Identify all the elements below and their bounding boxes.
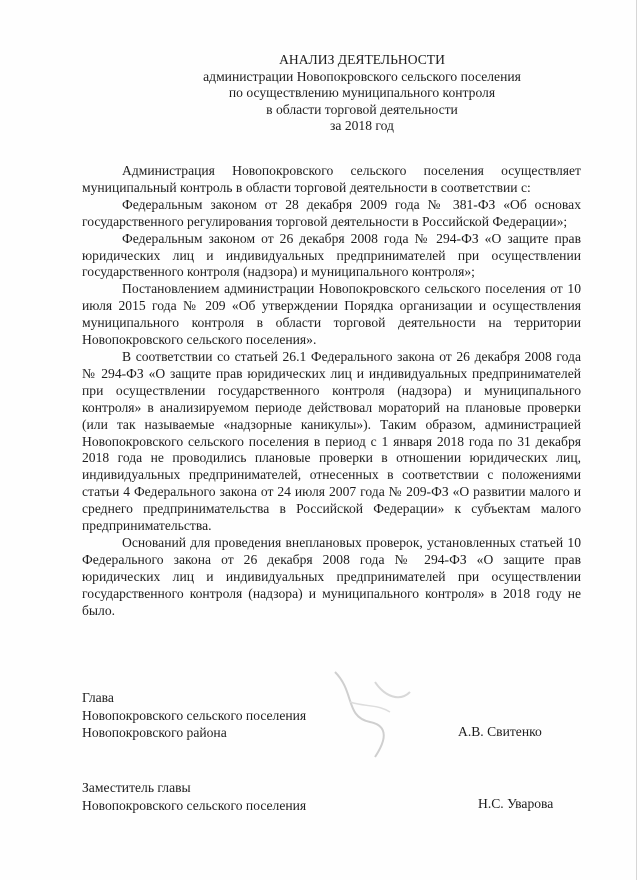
paragraph-intro: Администрация Новопокровского сельского поселения осуществляет муниципальный контроль в области торговой деятельности в соответствии с: <box>82 163 581 195</box>
paragraph-moratorium: В соответствии со статьей 26.1 Федерального закона от 26 декабря 2008 года № 294-ФЗ «О защите прав юридических лиц и индивидуальных предпринимателей при осуществлении государственного контроля (надзора) и муниципального контроля» в анализируемом периоде действовал мораторий на плановые проверки (или так называемые «надзорные каникулы»). Таким образом, администрацией Новопокровского сельского поселения в период с 1 января 2018 года по 31 декабря 2018 года не проводились плановые проверки в отношении юридических лиц, индивидуальных предпринимателей, отнесенных в соответствии с положениями статьи 4 Федерального закона от 24 июля 2007 года № 209-ФЗ «О развитии малого и среднего предпринимательства в Российской Федерации» к субъектам малого предпринимательства. <box>82 348 581 534</box>
signature-block-head <box>82 689 306 742</box>
paragraph-resolution-209: Постановлением администрации Новопокровского сельского поселения от 10 июля 2015 года № 209 «Об утверждении Порядка организации и осуществления муниципального контроля в области торговой деятельности на территории Новопокровского сельского поселения». <box>82 281 581 348</box>
head-district: Новопокровского района <box>82 725 227 740</box>
header-line-2: администрации Новопокровского сельского поселения <box>203 68 521 84</box>
header-line-4: в области торговой деятельности <box>266 101 458 117</box>
paragraph-law-381: Федеральным законом от 28 декабря 2009 года № 381-ФЗ «Об основах государственного регулирования торговой деятельности в Российской Федерации»; <box>82 196 581 229</box>
head-position: Глава <box>82 690 114 705</box>
header-line-3: по осуществлению муниципального контроля <box>228 85 496 100</box>
document-body <box>82 163 581 619</box>
document-title: АНАЛИЗ ДЕЯТЕЛЬНОСТИ <box>279 52 445 67</box>
document-header <box>82 52 640 135</box>
head-settlement: Новопокровского сельского поселения <box>82 707 307 723</box>
paragraph-law-294: Федеральным законом от 26 декабря 2008 года № 294-ФЗ «О защите прав юридических лиц и индивидуальных предпринимателей при осуществлении государственного контроля (надзора) и муниципального контроля»; <box>82 230 581 280</box>
head-name: А.В. Свитенко <box>458 724 542 739</box>
signature-block-deputy <box>82 779 306 814</box>
deputy-position: Заместитель главы <box>82 780 191 795</box>
signature-scribble <box>315 662 425 762</box>
paragraph-unscheduled: Оснований для проведения внеплановых проверок, установленных статьей 10 Федерального закона от 26 декабря 2008 года № 294-ФЗ «О защите прав юридических лиц и индивидуальных предпринимателей при осуществлении государственного контроля (надзора) и муниципального контроля» в 2018 году не было. <box>82 534 581 618</box>
header-line-5: за 2018 год <box>330 118 394 133</box>
deputy-name: Н.С. Уварова <box>478 796 554 811</box>
deputy-settlement: Новопокровского сельского поселения <box>82 797 307 813</box>
